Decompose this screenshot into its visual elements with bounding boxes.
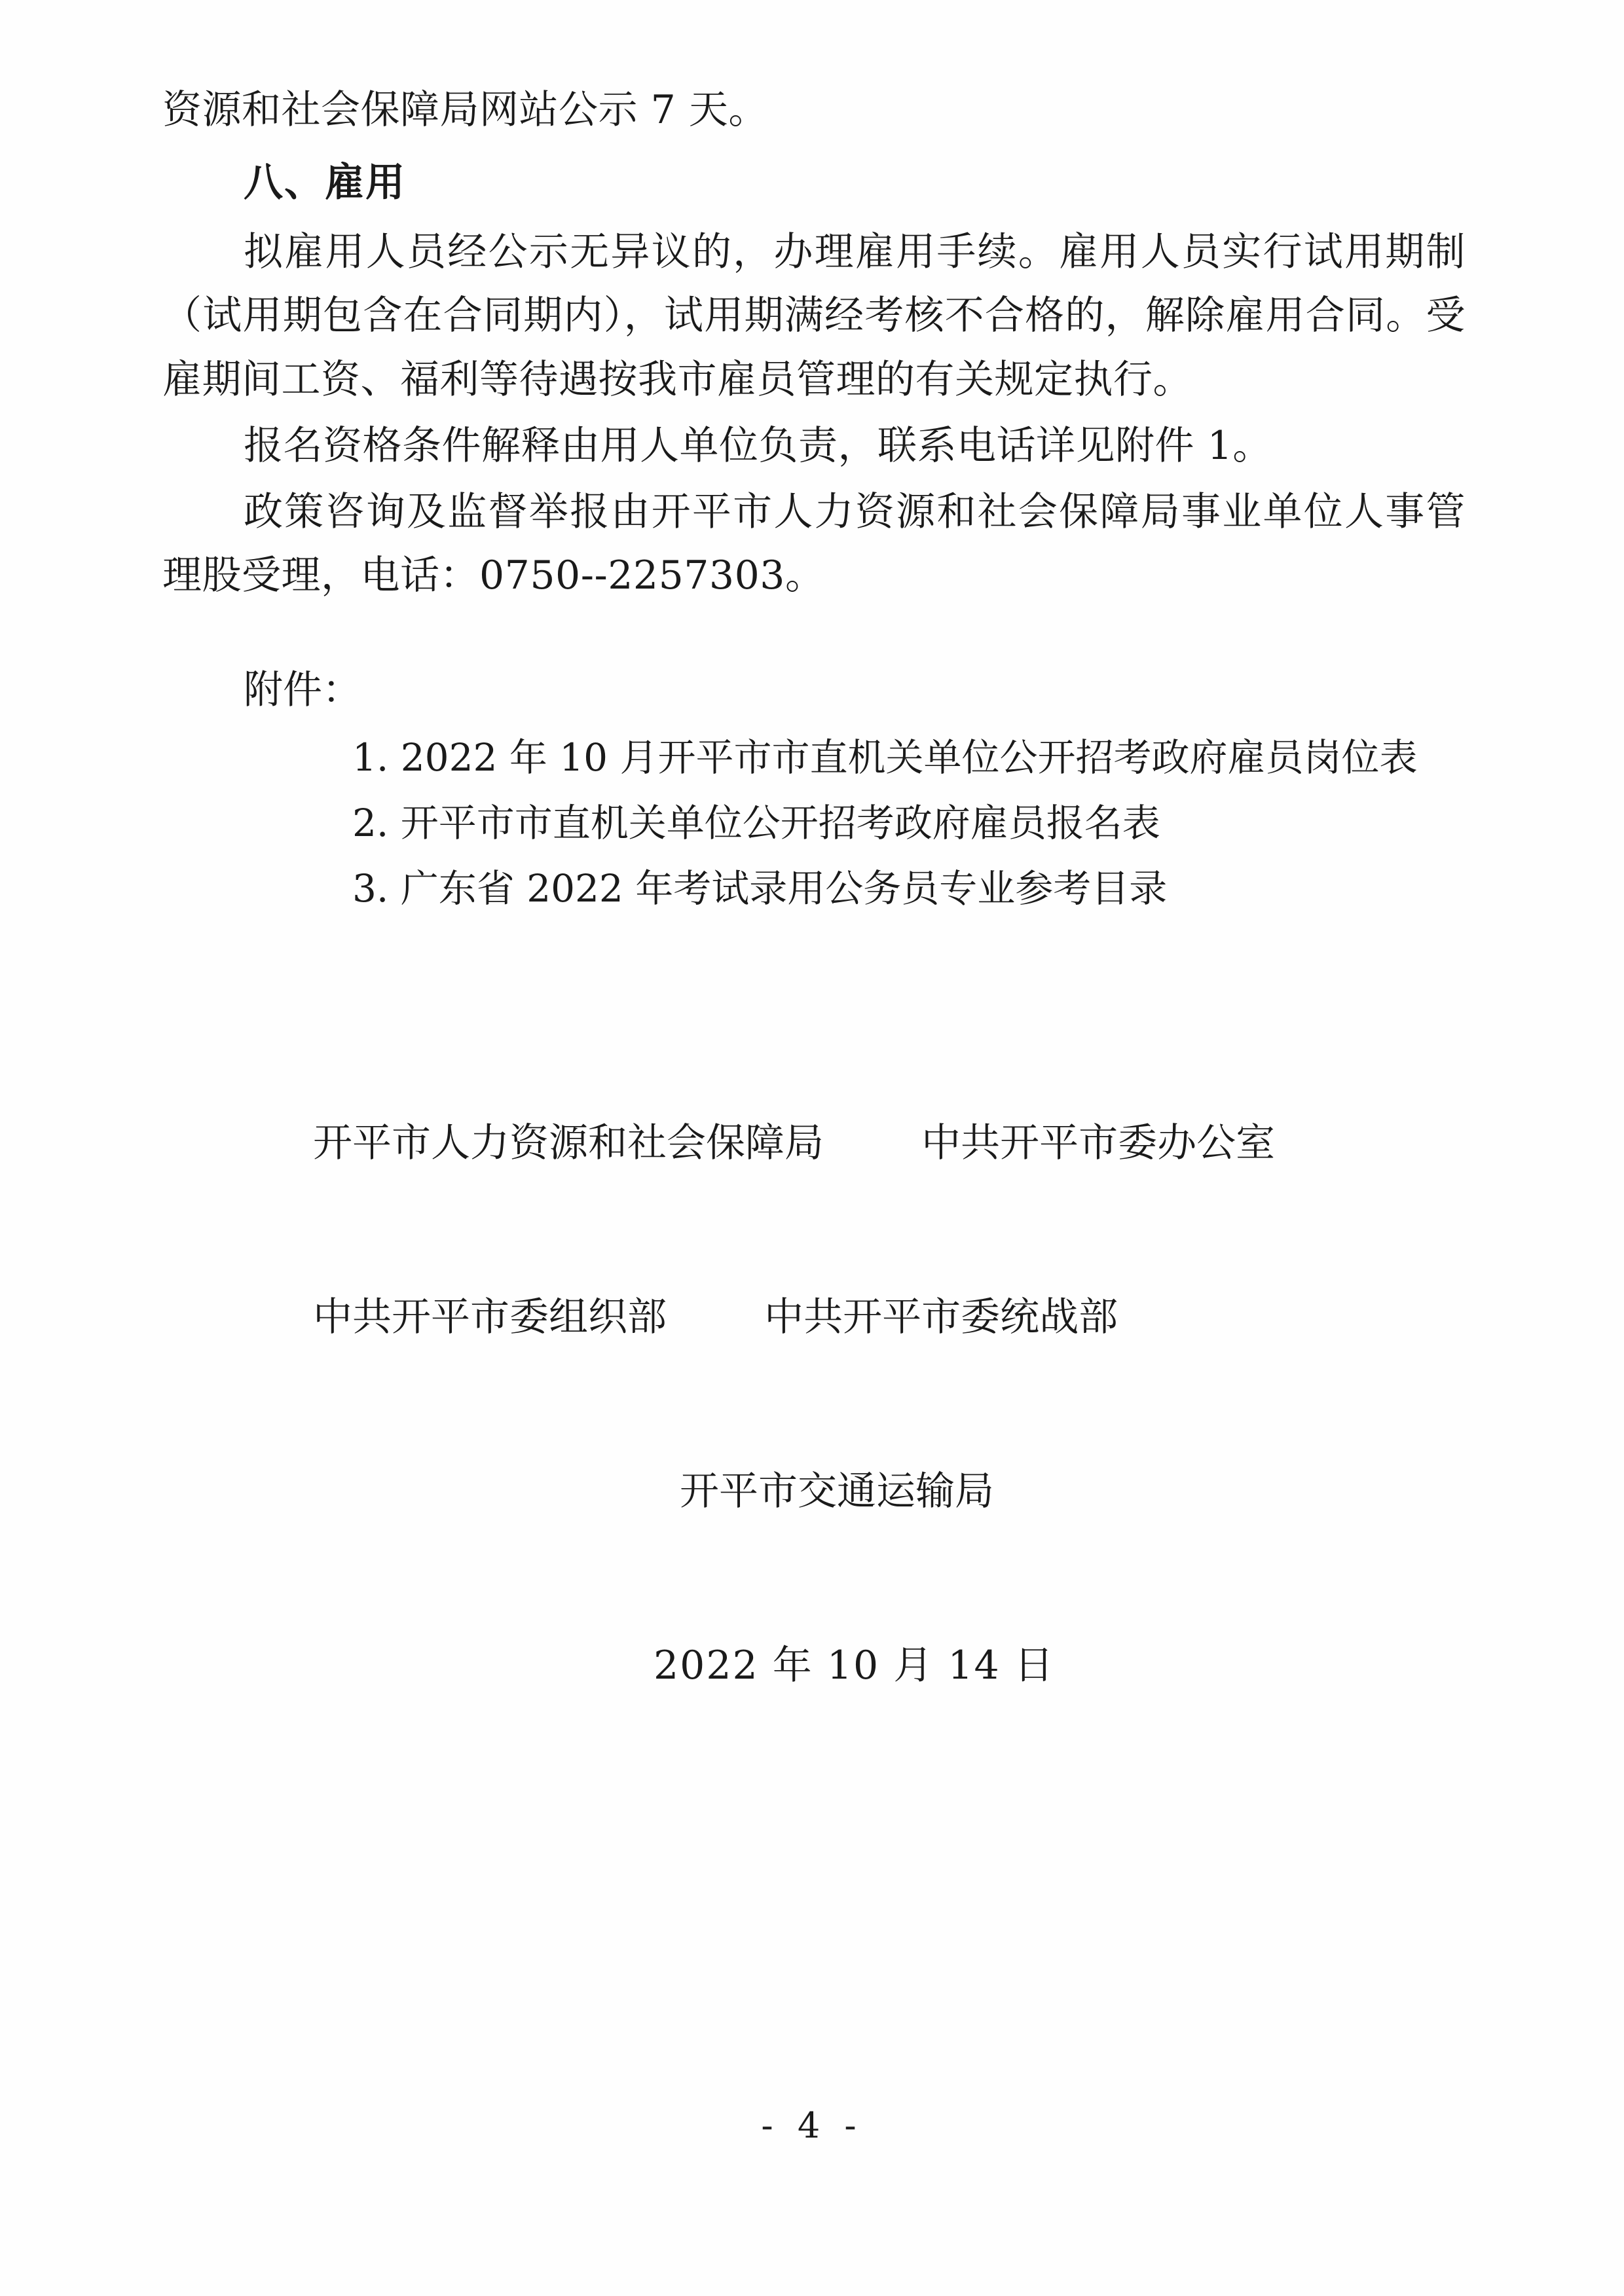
attachments-label: 附件：	[244, 667, 361, 714]
signature-row	[162, 1286, 1466, 1349]
paragraph-employment-terms: 拟雇用人员经公示无异议的，办理雇用手续。雇用人员实行试用期制（试用期包含在合同期内），试用期满经考核不合格的，解除雇用合同。受雇期间工资、福利等待遇按我市雇员管理的有关规定执行。	[162, 229, 1466, 403]
signature-org-left: 中共开平市委组织部	[313, 1294, 667, 1340]
signature-block	[162, 1112, 1466, 1697]
signature-org-left: 开平市人力资源和社会保障局	[313, 1120, 824, 1166]
signature-org-single: 开平市交通运输局	[680, 1468, 994, 1514]
list-item: 3. 广东省 2022 年考试录用公务员专业参考目录	[352, 866, 1168, 911]
continued-paragraph: 资源和社会保障局网站公示 7 天。	[162, 87, 768, 133]
attachments-list	[162, 725, 1466, 921]
section-heading-employment: 八、雇用	[244, 160, 406, 206]
signature-org-right: 中共开平市委办公室	[921, 1120, 1276, 1166]
page-number: - 4 -	[761, 2105, 863, 2146]
signature-row-single	[162, 1460, 1466, 1523]
paragraph-policy-consultation: 政策咨询及监督举报由开平市人力资源和社会保障局事业单位人事管理股受理，电话：0750--2257303。	[162, 488, 1466, 599]
signature-date: 2022 年 10 月 14 日	[654, 1642, 1055, 1688]
signature-org-right: 中共开平市委统战部	[764, 1294, 1118, 1340]
signature-date-row	[162, 1634, 1466, 1697]
list-item: 2. 开平市市直机关单位公开招考政府雇员报名表	[352, 801, 1160, 846]
signature-row	[162, 1112, 1466, 1175]
paragraph-qualification-contact: 报名资格条件解释由用人单位负责，联系电话详见附件 1。	[244, 422, 1272, 469]
list-item: 1. 2022 年 10 月开平市市直机关单位公开招考政府雇员岗位表	[352, 735, 1418, 780]
document-body	[162, 79, 1466, 1697]
